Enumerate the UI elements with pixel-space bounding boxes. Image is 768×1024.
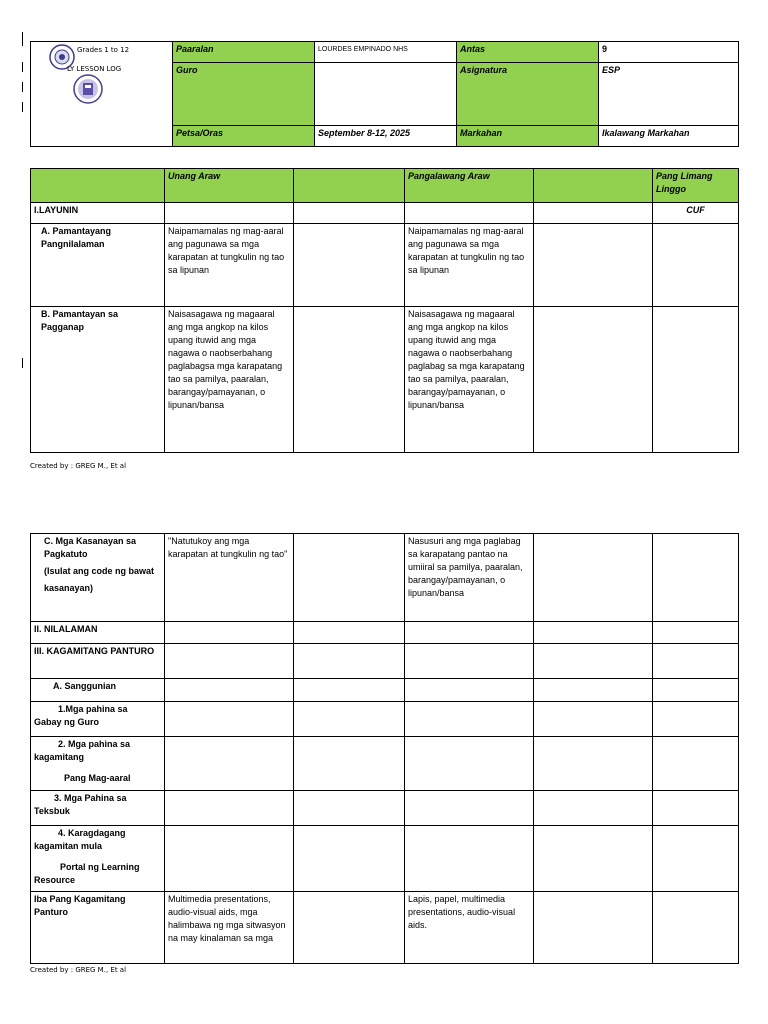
cell [653,224,739,307]
pangnilalaman-day1: Naipamamalas ng mag-aaral ang pagunawa sa mga karapatan at tungkulin ng tao sa lipunan [165,224,294,307]
kag-line3: Pang Mag-aaral [64,773,131,783]
karag-line3: Portal ng Learning [60,862,140,872]
logo-line1: Grades 1 to 12 [77,46,130,54]
school-value: LOURDES EMPINADO NHS [315,42,457,63]
subject-value: ESP [599,62,739,126]
cell [294,644,405,679]
quarter-label: Markahan [457,126,599,147]
cell [165,791,294,826]
gabay-guro-label [31,702,165,737]
cell [405,203,534,224]
cell [534,826,653,892]
cell [294,534,405,622]
cell [534,534,653,622]
cell [653,307,739,453]
cell [653,791,739,826]
pagganap-day2: Naisasagawa ng magaaral ang mga angkop na kilos upang ituwid ang mga nagawa o naobserbahang paglabag sa mga karapatang tao sa pamilya, paaralan, barangay/pamayanan, o lipunan/bansa [405,307,534,453]
cell [534,702,653,737]
cell [534,791,653,826]
gabay-line1: 1.Mga pahina sa [58,704,128,714]
lesson-table-2 [30,533,739,964]
cell [294,203,405,224]
cell [653,622,739,644]
margin-mark [22,32,23,46]
cell [294,307,405,453]
karag-line4: Resource [34,875,76,885]
header-table [30,41,739,147]
cell [165,826,294,892]
cell [294,737,405,791]
cell [653,679,739,702]
cell [165,203,294,224]
logo-line2: LY LESSON LOG [67,65,122,73]
cell [165,644,294,679]
blank-header [534,169,653,203]
cell [405,791,534,826]
cell [653,737,739,791]
nilalaman-label: II. NILALAMAN [31,622,165,644]
cell [653,702,739,737]
kasanayan-day2: Nasusuri ang mga paglabag sa karapatang pantao na umiiral sa pamilya, paaralan, barangay/pamayanan, o lipunan/bansa [405,534,534,622]
teks-line1: 3. Mga Pahina sa [54,793,127,803]
teacher-label: Guro [173,62,315,126]
cell [534,622,653,644]
cuf-label: CUF [653,203,739,224]
iba-day2: Lapis, papel, multimedia presentations, audio-visual aids. [405,892,534,964]
kag-line2: kagamitang [34,752,85,762]
grade-label: Antas [457,42,599,63]
day5-header: Pang Limang Linggo [653,169,739,203]
cell [534,203,653,224]
kasanayan-title: C. Mga Kasanayan sa Pagkatuto [44,536,137,559]
sanggunian-label: A. Sanggunian [31,679,165,702]
karag-line2: kagamitan mula [34,841,103,851]
teksbuk-label [31,791,165,826]
cell [294,826,405,892]
cell [534,644,653,679]
footer-credit: Created by : GREG M., Et al [30,462,127,470]
cell [294,702,405,737]
gabay-line2: Gabay ng Guro [34,717,100,727]
cell [294,791,405,826]
kasanayan-day1: "Natutukoy ang mga karapatan at tungkulin ng tao" [165,534,294,622]
corner-cell [31,169,165,203]
margin-mark [22,358,23,368]
kagamitang-panturo-label: III. KAGAMITANG PANTURO [31,644,165,679]
cell [165,702,294,737]
karagdagang-kagamitan-label [31,826,165,892]
kasanayan-note: (Isulat ang code ng bawat [44,566,155,576]
quarter-value: Ikalawang Markahan [599,126,739,147]
margin-mark [22,82,23,92]
iba-pang-kagamitan-label: Iba Pang Kagamitang Panturo [31,892,165,964]
logo-cell [31,42,173,147]
pagganap-day1: Naisasagawa ng magaaral ang mga angkop na kilos upang ituwid ang mga nagawa o naobserbahang paglabagsa mga karapatang tao sa pamilya, paaralan, barangay/pamayanan, o lipunan/bansa [165,307,294,453]
kasanayan-label [31,534,165,622]
cell [653,892,739,964]
karag-line1: 4. Karagdagang [58,828,126,838]
day2-header: Pangalawang Araw [405,169,534,203]
cell [165,622,294,644]
cell [405,679,534,702]
day1-header: Unang Araw [165,169,294,203]
cell [405,644,534,679]
kag-line1: 2. Mga pahina sa [58,739,131,749]
cell [294,892,405,964]
layunin-label: I.LAYUNIN [31,203,165,224]
teks-line2: Teksbuk [34,806,70,816]
cell [534,307,653,453]
blank-header [294,169,405,203]
cell [653,644,739,679]
kasanayan-note-end: kasanayan) [44,583,94,593]
pamantayang-pangnilalaman-label: A. Pamantayang Pangnilalaman [31,224,165,307]
cell [405,737,534,791]
deped-logo-icon [73,74,103,104]
cell [534,892,653,964]
cell [405,622,534,644]
margin-mark [22,62,23,72]
cell [534,224,653,307]
subject-label: Asignatura [457,62,599,126]
iba-day1: Multimedia presentations, audio-visual aids, mga halimbawa ng mga sitwasyon na may kinalaman sa mga [165,892,294,964]
pangnilalaman-day2: Naipamamalas ng mag-aaral ang pagunawa sa mga karapatan at tungkulin ng tao sa lipunan [405,224,534,307]
footer-credit: Created by : GREG M., Et al [30,966,127,974]
cell [294,622,405,644]
cell [534,679,653,702]
grade-value: 9 [599,42,739,63]
cell [534,737,653,791]
cell [294,679,405,702]
cell [653,534,739,622]
cell [165,679,294,702]
cell [405,826,534,892]
cell [294,224,405,307]
date-value: September 8-12, 2025 [315,126,457,147]
pamantayan-pagganap-label: B. Pamantayan sa Pagganap [31,307,165,453]
teacher-value [315,62,457,126]
lesson-table-1 [30,168,739,453]
school-label: Paaralan [173,42,315,63]
date-label: Petsa/Oras [173,126,315,147]
kagamitang-mag-aaral-label [31,737,165,791]
margin-mark [22,102,23,112]
cell [653,826,739,892]
cell [165,737,294,791]
cell [405,702,534,737]
